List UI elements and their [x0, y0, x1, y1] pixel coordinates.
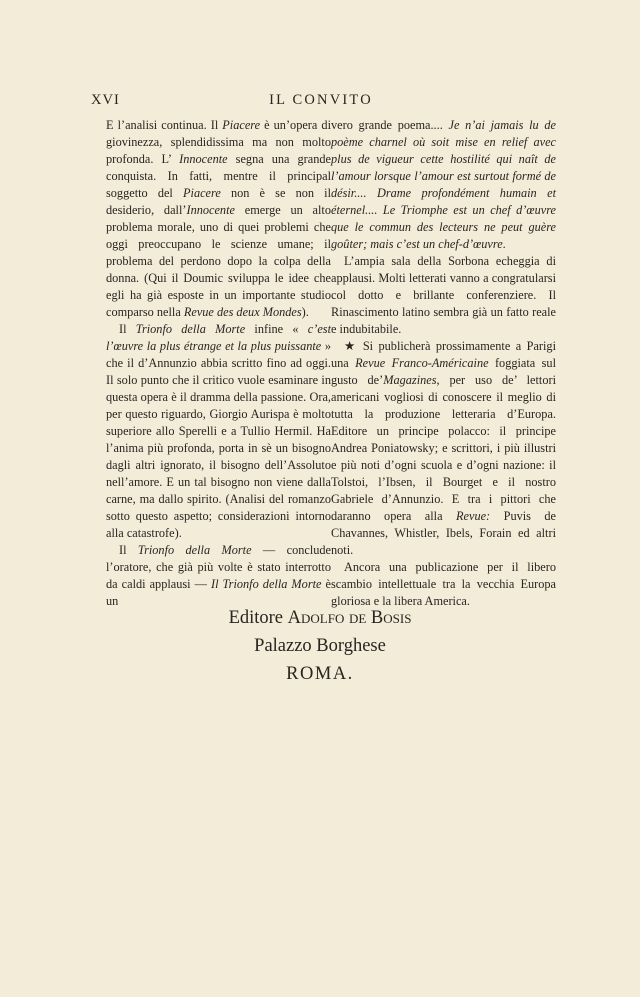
text-run: infine « [245, 322, 308, 336]
text-run: emerge un alto problema morale, uno di quei problemi che oggi preoccupano le scienze umane; il problema del perdono dopo la colpa della donna. (Qui il Doumic sviluppa le idee che egli ha già esposte in un importante studio comparso nella [106, 203, 331, 319]
left-column [106, 117, 331, 610]
paragraph [331, 253, 556, 338]
paragraph [106, 117, 331, 321]
text-run: foggiata sul gusto de’ [331, 356, 556, 387]
imprint-editor-prefix: Editore [228, 608, 288, 628]
italic-run: Revue Franco-Américaine [355, 356, 489, 370]
italic-run: Revue: [456, 509, 491, 523]
italic-run: Revue des deux Mondes [183, 305, 302, 319]
italic-run: Innocente [186, 203, 235, 217]
imprint-editor-line [0, 604, 640, 632]
italic-run: Trionfo della Morte [137, 543, 252, 557]
italic-run: Il Trionfo della Morte [210, 577, 322, 591]
italic-run: Trionfo della Morte [135, 322, 246, 336]
paragraph [331, 117, 556, 253]
text-run: ). [301, 305, 309, 319]
page-number: XVI [91, 92, 120, 108]
italic-run: Magazines [383, 373, 437, 387]
imprint-city: ROMA. [286, 664, 354, 684]
text-run: Il [119, 543, 138, 557]
italic-run: Piacere [183, 186, 221, 200]
paragraph [331, 559, 556, 610]
italic-run: Piacere [222, 118, 261, 132]
italic-run: Innocente [179, 152, 228, 166]
text-run: ★ Si publicherà prossimamente a Parigi una [331, 339, 556, 370]
text-run: E l’analisi continua. Il [106, 118, 223, 132]
text-run: è un’opera di giovinezza, splendidissima ma non molto profonda. L’ [106, 118, 331, 166]
paragraph [106, 321, 331, 542]
publisher-imprint [0, 604, 640, 688]
right-column [331, 117, 556, 610]
running-title: IL CONVITO [269, 92, 373, 108]
paragraph [331, 338, 556, 559]
text-run: , per uso de’ lettori americani vogliosi di conoscere il meglio di tutta la produzione letteraria d’Europa. Editore un principe polacco: il principe Andrea Poniatowsky; e scrittori, i più illustri e più noti d’ogni scuola e d’ogni nazione: il Tolstoi, l’Ibsen, il Bourget e il nostro Gabriele d’Annunzio. E tra i pittori che daranno opera alla [331, 373, 556, 523]
paragraph [106, 542, 331, 610]
text-run: . [502, 237, 506, 251]
text-run: — conclude l’oratore, che già più volte è stato interrotto da caldi applausi — [106, 543, 331, 591]
text-run: Ancora una publicazione per il libero scambio intellettuale tra la vecchia Europa gloriosa e la libera America. [331, 560, 556, 608]
imprint-address: Palazzo Borghese [254, 636, 386, 656]
imprint-editor-name: Adolfo de Bosis [287, 608, 412, 628]
text-run: L’ampia sala della Sorbona echeggia di applausi. Molti letterati vanno a congratularsi col dotto e brillante conferenziere. Il Rinascimento latino sembra già un fatto reale e indubitabile. [331, 254, 556, 336]
text-run: Il [119, 322, 136, 336]
text-run: segna una grande conquista. In fatti, mentre il principal soggetto del [106, 152, 331, 200]
italic-run: c’est l’œuvre la plus étrange et la plus puissante [106, 322, 331, 353]
text-run: vero grande poema.... [331, 118, 449, 132]
text-run: non è se non il desiderio, dall’ [106, 186, 332, 217]
text-run: » che il d’Annunzio abbia scritto fino ad oggi. Il solo punto che il critico vuole esaminare in questa opera è il dramma della passione. Ora, per questo riguardo, Giorgio Aurispa è molto superiore allo Sperelli e a Tullio Hermil. Ha l’anima più profonda, porta in sè un bisogno dagli altri ignorato, il bisogno dell’Assoluto nell’amore. E un tal bisogno non viene dalla carne, ma dallo spirito. (Analisi del romanzo sotto questo aspetto; considerazioni intorno alla catastrofe). [106, 339, 331, 540]
text-run: è un [106, 577, 331, 608]
italic-run: Je n’ai jamais lu de poème charnel où soit mise en relief avec plus de vigueur cette hostilité qui naît de l’amour lorsque l’amour est surtout formé de désir.... Drame profondément humain et éternel.... Le Triomphe est un chef d’œuvre que le commun des lecteurs ne peut guère goûter; mais c’est un chef-d’œuvre [331, 118, 556, 251]
text-run: Puvis de Chavannes, Whistler, Ibels, Forain ed altri noti. [331, 509, 556, 557]
